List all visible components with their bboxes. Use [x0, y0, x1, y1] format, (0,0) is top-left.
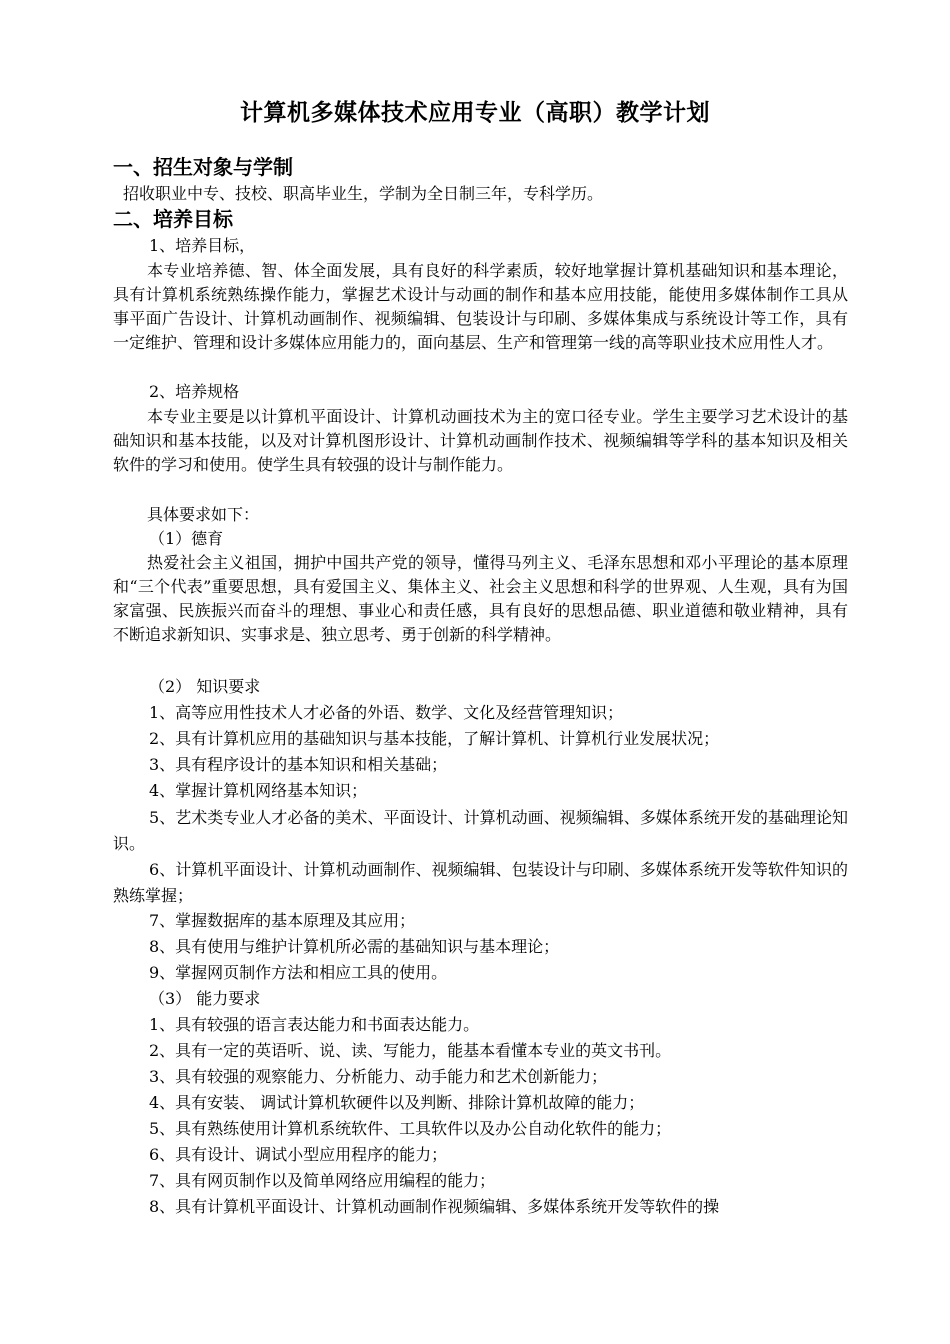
moral-paragraph: 热爱社会主义祖国，拥护中国共产党的领导，懂得马列主义、毛泽东思想和邓小平理论的基本原理和“三个代表”重要思想，具有爱国主义、集体主义、社会主义思想和科学的世界观、人生观，具有为国家富强、民族振兴而奋斗的理想、事业心和责任感，具有良好的思想品德、职业道德和敬业精神，具有不断追求新知识、实事求是、独立思考、勇于创新的科学精神。: [113, 553, 848, 644]
ability-item: 1、具有较强的语言表达能力和书面表达能力。: [149, 1015, 480, 1034]
ability-item: 5、具有熟练使用计算机系统软件、工具软件以及办公自动化软件的能力；: [149, 1119, 672, 1138]
knowledge-item: 4、掌握计算机网络基本知识；: [149, 781, 368, 800]
knowledge-item: 9、掌握网页制作方法和相应工具的使用。: [149, 963, 448, 982]
knowledge-item: 7、掌握数据库的基本原理及其应用；: [149, 911, 416, 930]
section-heading-enrollment: 一、招生对象与学制: [113, 155, 293, 179]
ability-item: 7、具有网页制作以及简单网络应用编程的能力；: [149, 1171, 496, 1190]
knowledge-item: 8、具有使用与维护计算机所必需的基础知识与基本理论；: [149, 937, 560, 956]
ability-item: 2、具有一定的英语听、说、读、写能力，能基本看懂本专业的英文书刊。: [149, 1041, 672, 1060]
requirements-intro: 具体要求如下：: [147, 505, 260, 524]
enrollment-paragraph: 招收职业中专、技校、职高毕业生，学制为全日制三年，专科学历。: [123, 184, 604, 203]
document-title: 计算机多媒体技术应用专业（高职）教学计划: [240, 100, 710, 126]
subheading-ability: （3） 能力要求: [149, 989, 261, 1008]
ability-item: 4、具有安装、 调试计算机软硬件以及判断、排除计算机故障的能力；: [149, 1093, 645, 1112]
section-heading-goals: 二、培养目标: [113, 207, 233, 231]
knowledge-item: 6、计算机平面设计、计算机动画制作、视频编辑、包装设计与印刷、多媒体系统开发等软件知识的熟练掌握；: [113, 860, 848, 905]
subheading-goal: 1、培养目标，: [149, 236, 256, 255]
ability-item: 8、具有计算机平面设计、计算机动画制作视频编辑、多媒体系统开发等软件的操: [149, 1197, 720, 1216]
goal-paragraph: 本专业培养德、智、体全面发展，具有良好的科学素质，较好地掌握计算机基础知识和基本理论，具有计算机系统熟练操作能力，掌握艺术设计与动画的制作和基本应用技能，能使用多媒体制作工具从事平面广告设计、计算机动画制作、视频编辑、包装设计与印刷、多媒体集成与系统设计等工作，具有一定维护、管理和设计多媒体应用能力的，面向基层、生产和管理第一线的高等职业技术应用性人才。: [113, 261, 848, 352]
knowledge-item: 1、高等应用性技术人才必备的外语、数学、文化及经营管理知识；: [149, 703, 624, 722]
subheading-spec: 2、培养规格: [149, 382, 240, 401]
ability-item: 6、具有设计、调试小型应用程序的能力；: [149, 1145, 448, 1164]
spec-paragraph: 本专业主要是以计算机平面设计、计算机动画技术为主的宽口径专业。学生主要学习艺术设计的基础知识和基本技能，以及对计算机图形设计、计算机动画制作技术、视频编辑等学科的基本知识及相关软件的学习和使用。使学生具有较强的设计与制作能力。: [113, 407, 848, 474]
knowledge-item: 5、艺术类专业人才必备的美术、平面设计、计算机动画、视频编辑、多媒体系统开发的基础理论知识。: [113, 808, 848, 853]
subheading-knowledge: （2） 知识要求: [149, 677, 261, 696]
ability-item: 3、具有较强的观察能力、分析能力、动手能力和艺术创新能力；: [149, 1067, 608, 1086]
knowledge-item: 3、具有程序设计的基本知识和相关基础；: [149, 755, 448, 774]
subheading-moral: （1）德育: [149, 529, 224, 548]
knowledge-item: 2、具有计算机应用的基础知识与基本技能，了解计算机、计算机行业发展状况；: [149, 729, 720, 748]
